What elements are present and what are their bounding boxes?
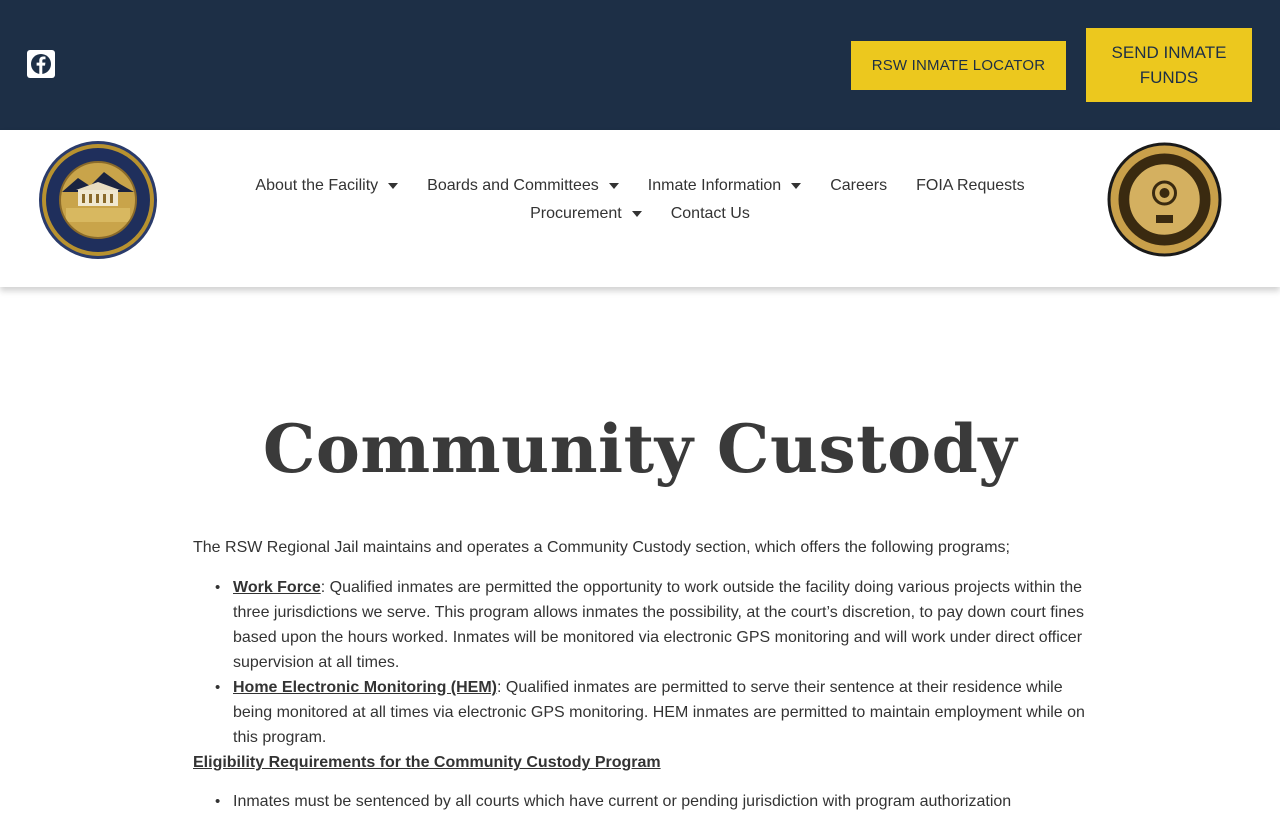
main-content [193,535,1093,814]
nav-procurement[interactable] [530,205,642,223]
nav-label: FOIA Requests [916,177,1025,194]
rsw-badge-seal-icon [1106,141,1223,258]
send-inmate-funds-button[interactable]: SEND INMATE FUNDS [1086,28,1252,102]
top-bar [0,0,1280,130]
program-description: : Qualified inmates are permitted the opportunity to work outside the facility doing various projects within the three jurisdictions we serve. This program allows inmates the possibility, at the court’s discretion, to pay down court fines based upon the hours worked. Inmates will be monitored via electronic GPS monitoring and will work under direct officer supervision at all times. [233,579,1085,671]
nav-about-the-facility[interactable] [255,177,398,195]
list-item: • Inmates must be sentenced by all courts which have current or pending jurisdiction with program authorization [233,789,1093,814]
list-item [233,575,1093,675]
nav-contact-us[interactable] [671,205,750,223]
requirements-list [193,789,1093,814]
program-description: : Qualified inmates are permitted to serve their sentence at their residence while being monitored at all times via electronic GPS monitoring. HEM inmates are permitted to maintain employment while on this program. [233,679,1085,746]
hem-link[interactable]: Home Electronic Monitoring (HEM) [233,679,497,696]
chevron-down-icon [632,211,642,217]
chevron-down-icon [791,183,801,189]
nav-label: Careers [830,177,888,194]
primary-menu [200,172,1080,228]
work-force-link[interactable]: Work Force [233,579,321,596]
nav-label: Contact Us [670,205,750,222]
nav-foia-requests[interactable] [916,177,1025,195]
menu-row-1 [200,172,1080,200]
chevron-down-icon [609,183,619,189]
page-title: Community Custody [262,410,1018,488]
menu-row-2 [200,200,1080,228]
facebook-icon[interactable] [27,50,55,78]
programs-list [193,575,1093,750]
nav-label: Boards and Committees [427,177,599,194]
chevron-down-icon [388,183,398,189]
eligibility-heading: Eligibility Requirements for the Community Custody Program [193,754,661,771]
nav-inmate-information[interactable] [648,177,801,195]
nav-careers[interactable] [830,177,887,195]
nav-label: About the Facility [255,177,379,194]
list-item [233,675,1093,750]
intro-paragraph: The RSW Regional Jail maintains and operates a Community Custody section, which offers the following programs; [193,539,1010,556]
main-navigation-bar [0,130,1280,287]
nav-label: Inmate Information [647,177,782,194]
nav-boards-and-committees[interactable] [427,177,619,195]
nav-label: Procurement [530,205,622,222]
rsw-regional-jail-logo-icon[interactable] [38,140,158,260]
inmate-locator-button[interactable]: RSW INMATE LOCATOR [851,41,1066,90]
